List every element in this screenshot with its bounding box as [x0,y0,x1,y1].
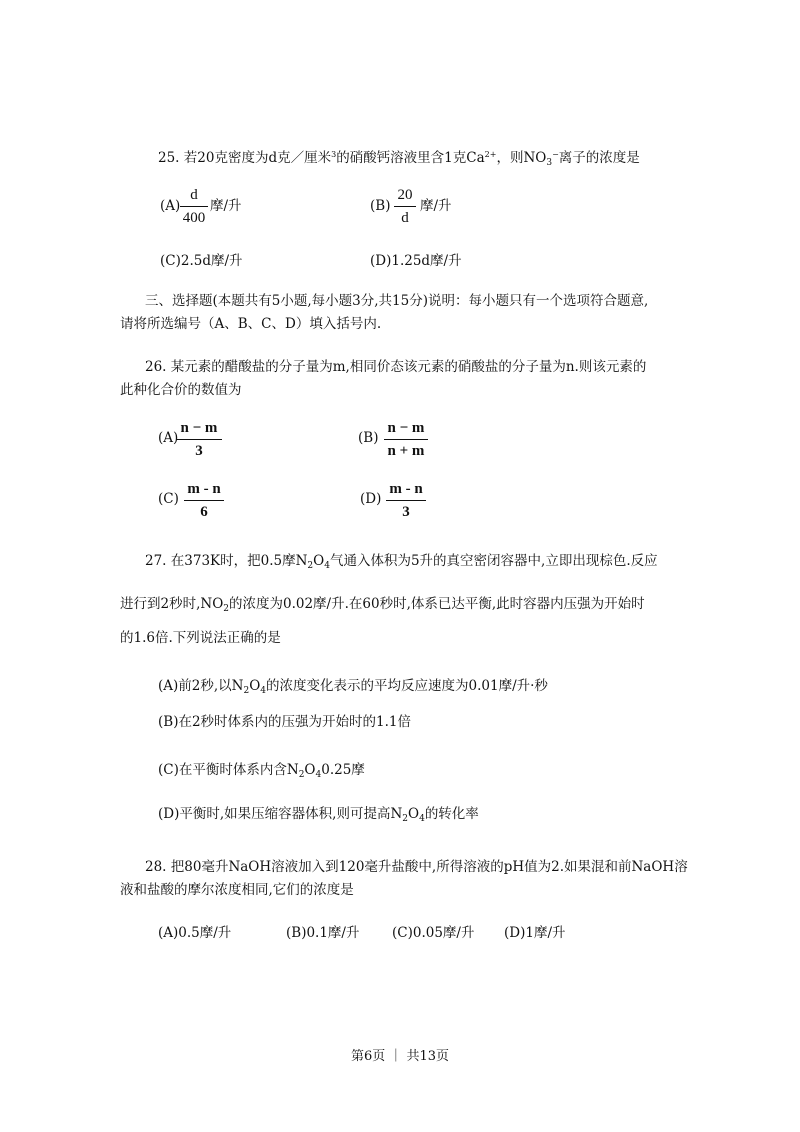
q26-option-a-fraction: n − m 3 [176,419,222,460]
q28-stem-line1: 28. 把80毫升NaOH溶液加入到120毫升盐酸中,所得溶液的pH值为2.如果混和前NaOH溶 [145,859,688,875]
section3-line2: 请将所选编号（A、B、C、D）填入括号内. [120,316,382,332]
q26-option-d-fraction: m - n 3 [386,480,426,521]
q28-option-b: (B)0.1摩/升 [286,925,360,941]
page-footer: 第6页 ｜ 共13页 [350,1049,450,1064]
q27-stem-line1: 27. 在373K时，把0.5摩$N_2O_4$气通入体积为5升的真空密闭容器中,立即出现棕色.反应 [145,553,658,571]
q26-stem-line2: 此种化合价的数值为 [120,382,242,398]
q28-option-d: (D)1摩/升 [504,925,566,941]
q25-option-b-unit: 摩/升 [420,198,452,214]
q25-option-a-unit: 摩/升 [210,198,242,214]
q25-option-b-label: (B) [370,198,391,214]
q25-option-c: (C)2.5d摩/升 [160,253,243,269]
q26-option-c-label: (C) [158,491,179,507]
section3-line1: 三、选择题(本题共有5小题,每小题3分,共15分)说明：每小题只有一个选项符合题意, [145,293,649,309]
q27-option-c: (C)在平衡时体系内含$N_2O_40.25$摩 [158,762,365,780]
q28-option-c: (C)0.05摩/升 [392,925,475,941]
q28-stem-line2: 液和盐酸的摩尔浓度相同,它们的浓度是 [120,882,354,898]
q26-option-a-label: (A) [158,430,179,446]
q26-option-c-fraction: m - n 6 [184,480,224,521]
q25-option-b-fraction: 20 d [394,186,416,227]
q27-option-d: (D)平衡时,如果压缩容器体积,则可提高$N_2O_4$的转化率 [158,806,479,824]
q26-stem-line1: 26. 某元素的醋酸盐的分子量为m,相同价态该元素的硝酸盐的分子量为n.则该元素的 [145,359,647,375]
q27-stem-line3: 的1.6倍.下列说法正确的是 [120,630,281,646]
q26-option-b-label: (B) [358,430,379,446]
q25-stem: 25. 若20克密度为d克／厘米$^3$的硝酸钙溶液里含1克$Ca^{2+}$，则$NO_3^-$离子的浓度是 [158,150,640,168]
q25-option-d: (D)1.25d摩/升 [370,253,462,269]
q25-option-a-fraction: d 400 [180,186,208,227]
q26-option-b-fraction: n − m n + m [384,419,428,460]
q28-option-a: (A)0.5摩/升 [158,925,232,941]
q26-option-d-label: (D) [360,491,382,507]
q27-stem-line2: 进行到2秒时$,NO_2$的浓度为0.02摩/升.在60秒时,体系已达平衡,此时容器内压强为开始时 [120,596,645,614]
q27-option-a: (A)前2秒,以$N_2O_4$的浓度变化表示的平均反应速度为0.01摩/升·秒 [158,678,548,696]
q25-option-a-label: (A) [160,198,181,214]
q27-option-b: (B)在2秒时体系内的压强为开始时的1.1倍 [158,714,412,730]
